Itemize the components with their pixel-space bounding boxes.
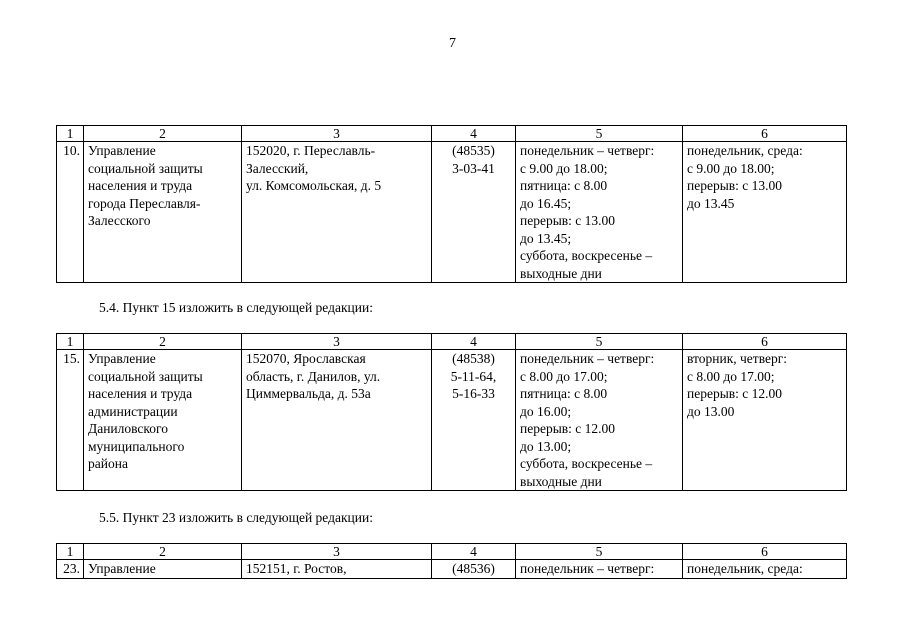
col-header-5: 5 bbox=[516, 126, 683, 142]
col-header-1: 1 bbox=[57, 126, 84, 142]
page-number: 7 bbox=[449, 36, 456, 51]
org-name: Управление bbox=[84, 560, 242, 579]
work-schedule: понедельник – четверг: с 9.00 до 18.00; пятница: с 8.00 до 16.45; перерыв: с 13.00 до 13.45; суббота, воскресенье – выходные дни bbox=[516, 142, 683, 283]
reception-schedule: понедельник, среда: bbox=[683, 560, 847, 579]
col-header-3: 3 bbox=[242, 126, 432, 142]
col-header-6: 6 bbox=[683, 334, 847, 350]
org-phone: (48538) 5-11-64, 5-16-33 bbox=[432, 350, 516, 491]
reception-schedule: вторник, четверг: с 8.00 до 17.00; перерыв: с 12.00 до 13.00 bbox=[683, 350, 847, 491]
col-header-2: 2 bbox=[84, 334, 242, 350]
org-address: 152151, г. Ростов, bbox=[242, 560, 432, 579]
table-item-10 bbox=[56, 125, 847, 283]
col-header-3: 3 bbox=[242, 544, 432, 560]
org-name: Управление социальной защиты населения и труда администрации Даниловского муниципального района bbox=[84, 350, 242, 491]
table-item-15 bbox=[56, 333, 847, 491]
table-row bbox=[57, 560, 847, 579]
org-name: Управление социальной защиты населения и труда города Переславля- Залесского bbox=[84, 142, 242, 283]
work-schedule: понедельник – четверг: с 8.00 до 17.00; пятница: с 8.00 до 16.00; перерыв: с 12.00 до 13.00; суббота, воскресенье – выходные дни bbox=[516, 350, 683, 491]
org-address: 152020, г. Переславль- Залесский, ул. Комсомольская, д. 5 bbox=[242, 142, 432, 283]
table-row bbox=[57, 350, 847, 491]
work-schedule: понедельник – четверг: bbox=[516, 560, 683, 579]
row-number: 23. bbox=[57, 560, 84, 579]
col-header-1: 1 bbox=[57, 334, 84, 350]
row-number: 15. bbox=[57, 350, 84, 491]
col-header-1: 1 bbox=[57, 544, 84, 560]
table-item-23 bbox=[56, 543, 847, 579]
org-phone: (48536) bbox=[432, 560, 516, 579]
col-header-5: 5 bbox=[516, 334, 683, 350]
header-row bbox=[57, 334, 847, 350]
paragraph-5-5: 5.5. Пункт 23 изложить в следующей редакции: bbox=[99, 510, 373, 525]
table-row bbox=[57, 142, 847, 283]
col-header-4: 4 bbox=[432, 126, 516, 142]
org-address: 152070, Ярославская область, г. Данилов, ул. Циммервальда, д. 53а bbox=[242, 350, 432, 491]
row-number: 10. bbox=[57, 142, 84, 283]
col-header-6: 6 bbox=[683, 126, 847, 142]
reception-schedule: понедельник, среда: с 9.00 до 18.00; перерыв: с 13.00 до 13.45 bbox=[683, 142, 847, 283]
col-header-3: 3 bbox=[242, 334, 432, 350]
col-header-4: 4 bbox=[432, 544, 516, 560]
paragraph-5-4: 5.4. Пункт 15 изложить в следующей редакции: bbox=[99, 300, 373, 315]
org-phone: (48535) 3-03-41 bbox=[432, 142, 516, 283]
col-header-6: 6 bbox=[683, 544, 847, 560]
col-header-4: 4 bbox=[432, 334, 516, 350]
header-row bbox=[57, 126, 847, 142]
col-header-5: 5 bbox=[516, 544, 683, 560]
col-header-2: 2 bbox=[84, 126, 242, 142]
header-row bbox=[57, 544, 847, 560]
col-header-2: 2 bbox=[84, 544, 242, 560]
